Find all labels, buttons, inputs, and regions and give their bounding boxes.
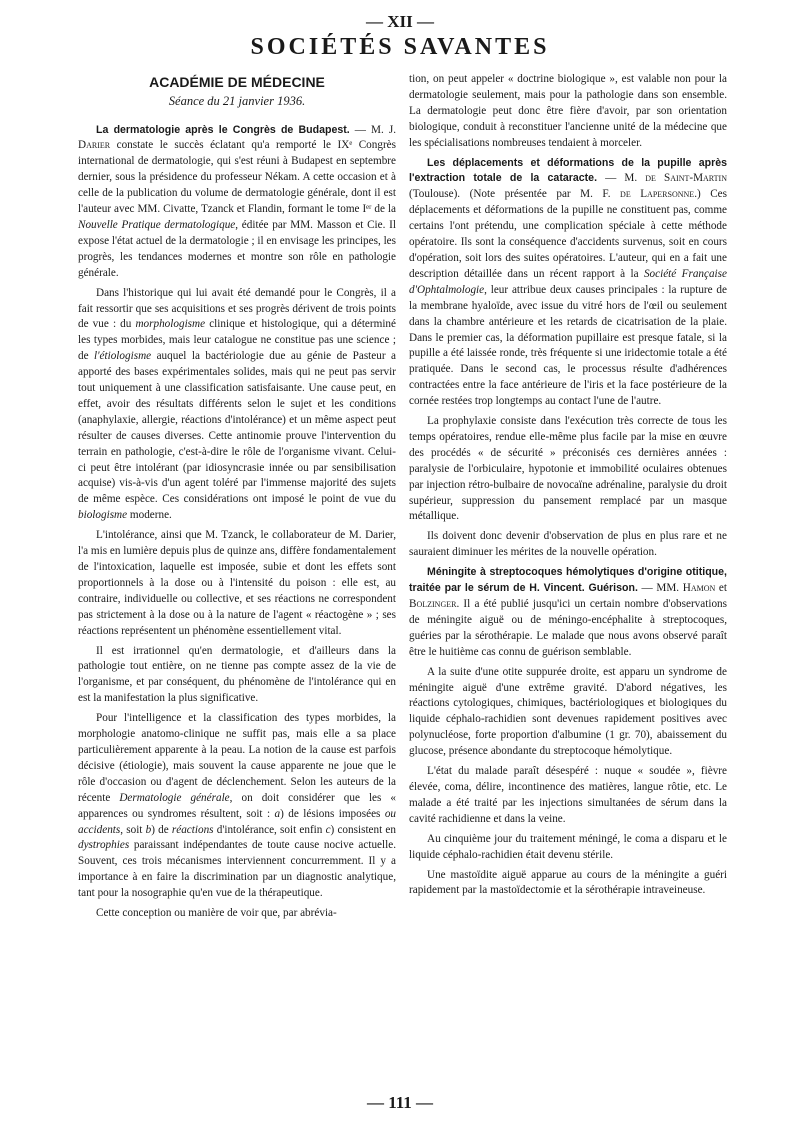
article-paragraph: La prophylaxie consiste dans l'exécution très correcte de tous les temps opératoires, rendue elle-même plus facile par la mise en œuvre des procédés « de sécurité » préconisés ces dernières années : paralysie de l'orbiculaire, hypotonie et immobilité oculaires obtenues par injection rétro-bulbaire de novocaïne adrénaline, paralysie du droit supérieur, suppression du pansement remplacé par un masque métallique.: [409, 415, 727, 523]
article-paragraph: L'état du malade paraît désespéré : nuque « soudée », fièvre élevée, coma, délire, incontinence des matières, langue rôtie, etc. Le malade a été traité par les injections simultanées de sérum dans la cavité rachidienne et dans la veine.: [409, 765, 727, 825]
author-name: Bolzinger: [409, 598, 457, 610]
author-name: de Lapersonne: [620, 188, 695, 201]
author-name: Darier: [78, 139, 111, 152]
article-paragraph: Pour l'intelligence et la classification des types morbides, la morphologie anatomo-clinique ne suffit pas, mais elle a sa place particulièrement apparente à la peau. La notion de la cause est parfois décisive (étiologie), mais souvent la cause apparente ne joue que le rôle d'occasion ou d'agent de déclenchement. Selon les auteurs de la récente Dermatologie générale, on doit considérer que les « apparences ou syndromes résultent, soit : a) de lésions imposées ou accidents, soit b) de réactions d'intolérance, soit enfin c) consistent en dystrophies paraissant indépendantes de toute cause nocive actuelle. Souvent, ces trois mécanismes interviennent concurremment. Il y a importance à en faire la discrimination par un diagnostic analytique, tant pour la nosographie qu'en vue de la thérapeutique.: [78, 712, 397, 900]
article-paragraph: Méningite à streptocoques hémolytiques d'origine otitique, traitée par le sérum de H. Vincent. Guérison. — MM. Hamon et Bolzinger. Il a été publié jusqu'ici un certain nombre d'observations de méningite aiguë ou de méningo-encéphalite à streptocoques, guéries par la sérothérapie. Le malade que nous avons observé paraît être le huitième cas connu de guérison semblable.: [409, 566, 727, 658]
article-paragraph: Ils doivent donc devenir d'observation de plus en plus rare et ne sauraient diminuer les mérites de la nouvelle opération.: [409, 530, 727, 559]
right-column: [409, 72, 727, 903]
author-name: de Saint-Martin: [645, 172, 727, 185]
article-paragraph: Au cinquième jour du traitement méningé, le coma a disparu et le liquide céphalo-rachidien était devenu stérile.: [409, 832, 727, 861]
article-paragraph: Il est irrationnel qu'en dermatologie, et d'ailleurs dans la pathologie tout entière, on ne tienne pas compte assez de la vie de l'organisme, et par conséquent, du phénomène de l'intolérance qui en est la manifestation la plus significative.: [78, 644, 396, 705]
left-column: [78, 72, 396, 926]
roman-page-number: — XII —: [365, 12, 434, 31]
article-paragraph: Dans l'historique qui lui avait été demandé pour le Congrès, il a fait ressortir que ses acquisitions et ses progrès dérivent de trois points de vue : du morphologisme clinique et histologique, qui a déterminé les types morbides, mais leur catalogue ne constitue pas une science ; de l'étiologisme auquel la bactériologie due au génie de Pasteur a apporté des bases expérimentales solides, mais qui ne peut pas servir tout uniquement à une classification satisfaisante. Une cause peut, en effet, avoir des résultats différents selon le sujet et les conditions (anaphylaxie, allergie, réactions d'intolérance) et un même aspect peut résulter de causes diverses. Cette antinomie prouve l'intervention du terrain en pathologie, c'est-à-dire le rôle de l'organisme vivant. Celui-ci peut être intolérant (par idiosyncrasie innée ou par sensibilisation acquise) vis-à-vis d'un agent toléré par l'immense majorité des sujets de même espèce. Ces considérations ont imposé le point de vue du biologisme moderne.: [78, 286, 396, 522]
article-paragraph: Une mastoïdite aiguë apparue au cours de la méningite a guéri rapidement par la mastoïdectomie et la sérothérapie intraveineuse.: [409, 868, 727, 897]
article-title: Les déplacements et déformations de la pupille après l'extraction totale de la cataracte.: [409, 156, 727, 185]
article-paragraph: tion, on peut appeler « doctrine biologique », est valable non pour la dermatologie seulement, mais pour la pathologie dans son ensemble. La dermatologie peut donc être fière d'avoir, par son orientation biologique, conduit à reconstituer l'ancienne unité de la médecine que les spécialisations nombreuses tendaient à morceler.: [409, 73, 727, 149]
page-number: — 111 —: [366, 1093, 434, 1112]
article-paragraph: La dermatologie après le Congrès de Budapest. — M. J. Darier constate le succès éclatant qu'a remporté le IXᵉ Congrès international de dermatologie, qui s'est réuni à Budapest en septembre dernier, sous la présidence du professeur Nékam. A cette occasion et à celle de la publication du volume de dermatologie générale, dont il est l'auteur avec MM. Civatte, Tzanck et Flandin, formant le tome Iᵉʳ de la Nouvelle Pratique dermatologique, éditée par MM. Masson et Cie. Il expose l'état actuel de la dermatologie ; il en envisage les principes, les progrès, les tendances modernes et montre son rôle en pathologie générale.: [78, 123, 396, 279]
article-paragraph: A la suite d'une otite suppurée droite, est apparu un syndrome de méningite aiguë d'une extrême gravité. D'abord négatives, les réactions cytologiques, chimiques, bactériologiques et biologiques du liquide céphalo-rachidien sont devenues rapidement positives avec polynucléose, forte proportion d'albumine (1 gr. 70), abaissement du glucose, présence abondante du streptocoque hémolytique.: [409, 665, 727, 758]
article-paragraph: Les déplacements et déformations de la pupille après l'extraction totale de la cataracte. — M. de Saint-Martin (Toulouse). (Note présentée par M. F. de Lapersonne.) Ces déplacements et déformations de la pupille ne constituent pas, comme certains l'ont prétendu, une complication spéciale à cette méthode opératoire. Ils sont la conséquence d'accidents survenus, soit en cours d'opération, soit lors des suites opératoires. L'auteur, qui en a fait une description détaillée dans un récent rapport à la Société Française d'Ophtalmologie, leur attribue deux causes principales : la rupture de la membrane hyaloïde, avec issue du vitré hors de l'œil ou seulement dans la chambre antérieure et les retards de cicatrisation de la plaie. Dans le premier cas, la déformation pupillaire est presque fatale, si la pupille a été laissée ronde, très fréquente si une iridectomie totale a été pratiquée. Dans le second cas, le processus résulte d'adhérences contractées entre la face antérieure de l'iris et la face postérieure de la cornée restées trop longtemps au contact l'une de l'autre.: [409, 156, 728, 408]
author-name: Hamon: [682, 582, 716, 595]
article-paragraph: L'intolérance, ainsi que M. Tzanck, le collaborateur de M. Darier, l'a mis en lumière depuis plus de quinze ans, diffère fondamentalement de l'intoxication, laquelle est imposée, subie et dont les effets sont proportionnels à la dose ou à l'intensité du poison : elle est, au contraire, individuelle ou collective, et ses réactions ne correspondent pas strictement à la dose ou à la nature de l'agent « réactogène » ; ses réactions représentent un phénomène essentiellement vital.: [78, 529, 396, 637]
section-banner: SOCIÉTÉS SAVANTES: [250, 34, 550, 60]
academy-heading: ACADÉMIE DE MÉDECINE: [149, 74, 325, 90]
article-paragraph: Cette conception ou manière de voir que, par abrévia-: [96, 907, 337, 920]
article-title: Méningite à streptocoques hémolytiques d'origine otitique, traitée par le sérum de H. Vincent. Guérison.: [409, 566, 727, 595]
session-date: Séance du 21 janvier 1936.: [168, 93, 306, 108]
article-title: La dermatologie après le Congrès de Budapest.: [96, 123, 350, 136]
